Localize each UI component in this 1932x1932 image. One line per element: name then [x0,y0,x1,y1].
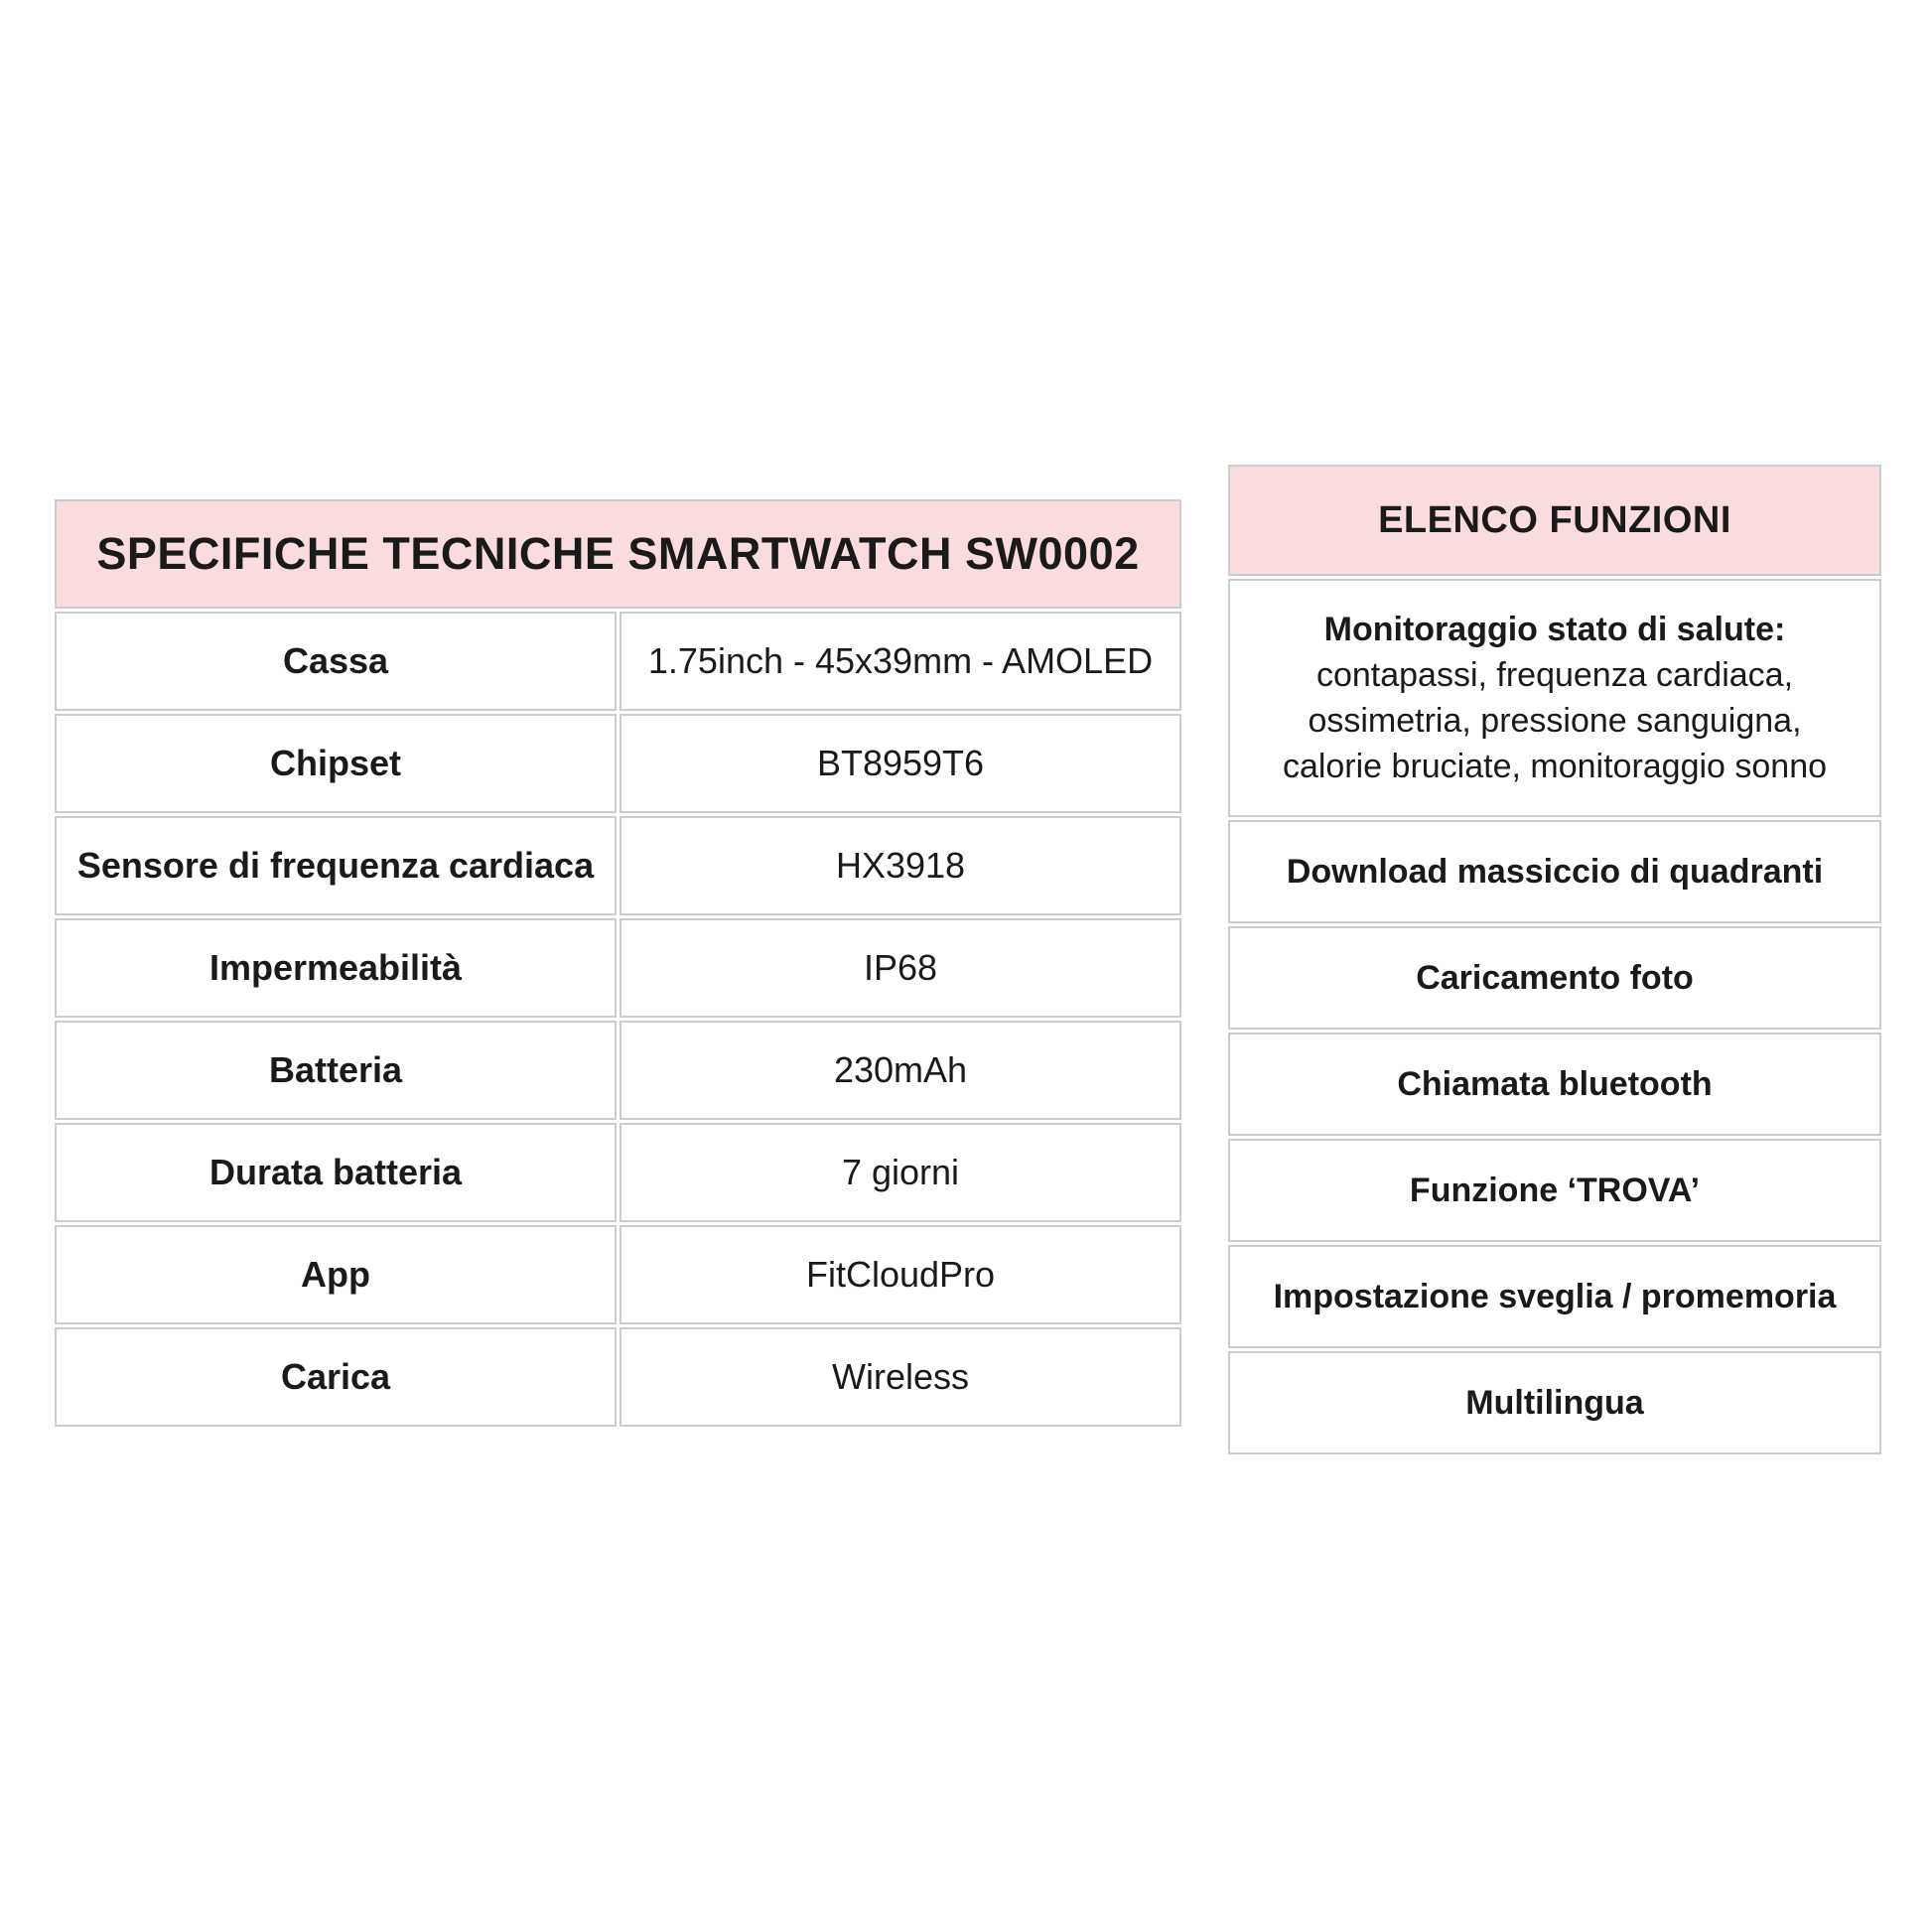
spec-value: FitCloudPro [620,1225,1181,1324]
spec-row-sensore [55,816,1181,915]
functions-table-title: ELENCO FUNZIONI [1378,498,1731,541]
spec-value: BT8959T6 [620,714,1181,813]
spec-label: Durata batteria [55,1123,617,1222]
function-row-alarm-reminder [1228,1245,1881,1348]
spec-table [55,499,1181,1427]
health-monitoring-line: contapassi, frequenza cardiaca, [1315,656,1794,694]
spec-row-batteria [55,1021,1181,1120]
function-row-find-function [1228,1139,1881,1242]
function-item: Impostazione sveglia / promemoria [1228,1245,1881,1348]
spec-value: Wireless [620,1327,1181,1427]
spec-row-chipset [55,714,1181,813]
health-monitoring-cell [1228,579,1881,817]
spec-value: 7 giorni [620,1123,1181,1222]
spec-value: 1.75inch - 45x39mm - AMOLED [620,612,1181,711]
function-item: Funzione ‘TROVA’ [1228,1139,1881,1242]
health-monitoring-line: calorie bruciate, monitoraggio sonno [1282,748,1828,785]
function-row-photo-upload [1228,926,1881,1030]
function-row-health-monitoring [1228,579,1881,817]
function-item: Caricamento foto [1228,926,1881,1030]
spec-row-durata-batteria [55,1123,1181,1222]
functions-table-header [1228,465,1881,576]
spec-row-cassa [55,612,1181,711]
spec-table-header [55,499,1181,609]
spec-row-app [55,1225,1181,1324]
spec-row-impermeabilita [55,918,1181,1018]
spec-label: App [55,1225,617,1324]
functions-table [1228,465,1881,1454]
function-row-multilanguage [1228,1351,1881,1454]
spec-label: Carica [55,1327,617,1427]
function-row-bluetooth-call [1228,1033,1881,1136]
spec-label: Chipset [55,714,617,813]
spec-label: Sensore di frequenza cardiaca [55,816,617,915]
health-monitoring-line: ossimetria, pressione sanguigna, [1308,702,1802,740]
function-item: Chiamata bluetooth [1228,1033,1881,1136]
spec-label: Batteria [55,1021,617,1120]
spec-table-title: SPECIFICHE TECNICHE SMARTWATCH SW0002 [96,528,1140,579]
spec-value: HX3918 [620,816,1181,915]
spec-value: 230mAh [620,1021,1181,1120]
spec-label: Impermeabilità [55,918,617,1018]
function-item: Multilingua [1228,1351,1881,1454]
spec-value: IP68 [620,918,1181,1018]
spec-label: Cassa [55,612,617,711]
spec-row-carica [55,1327,1181,1427]
health-monitoring-lead: Monitoraggio stato di salute: [1323,611,1786,648]
function-item: Download massiccio di quadranti [1228,820,1881,923]
function-row-watchface-download [1228,820,1881,923]
